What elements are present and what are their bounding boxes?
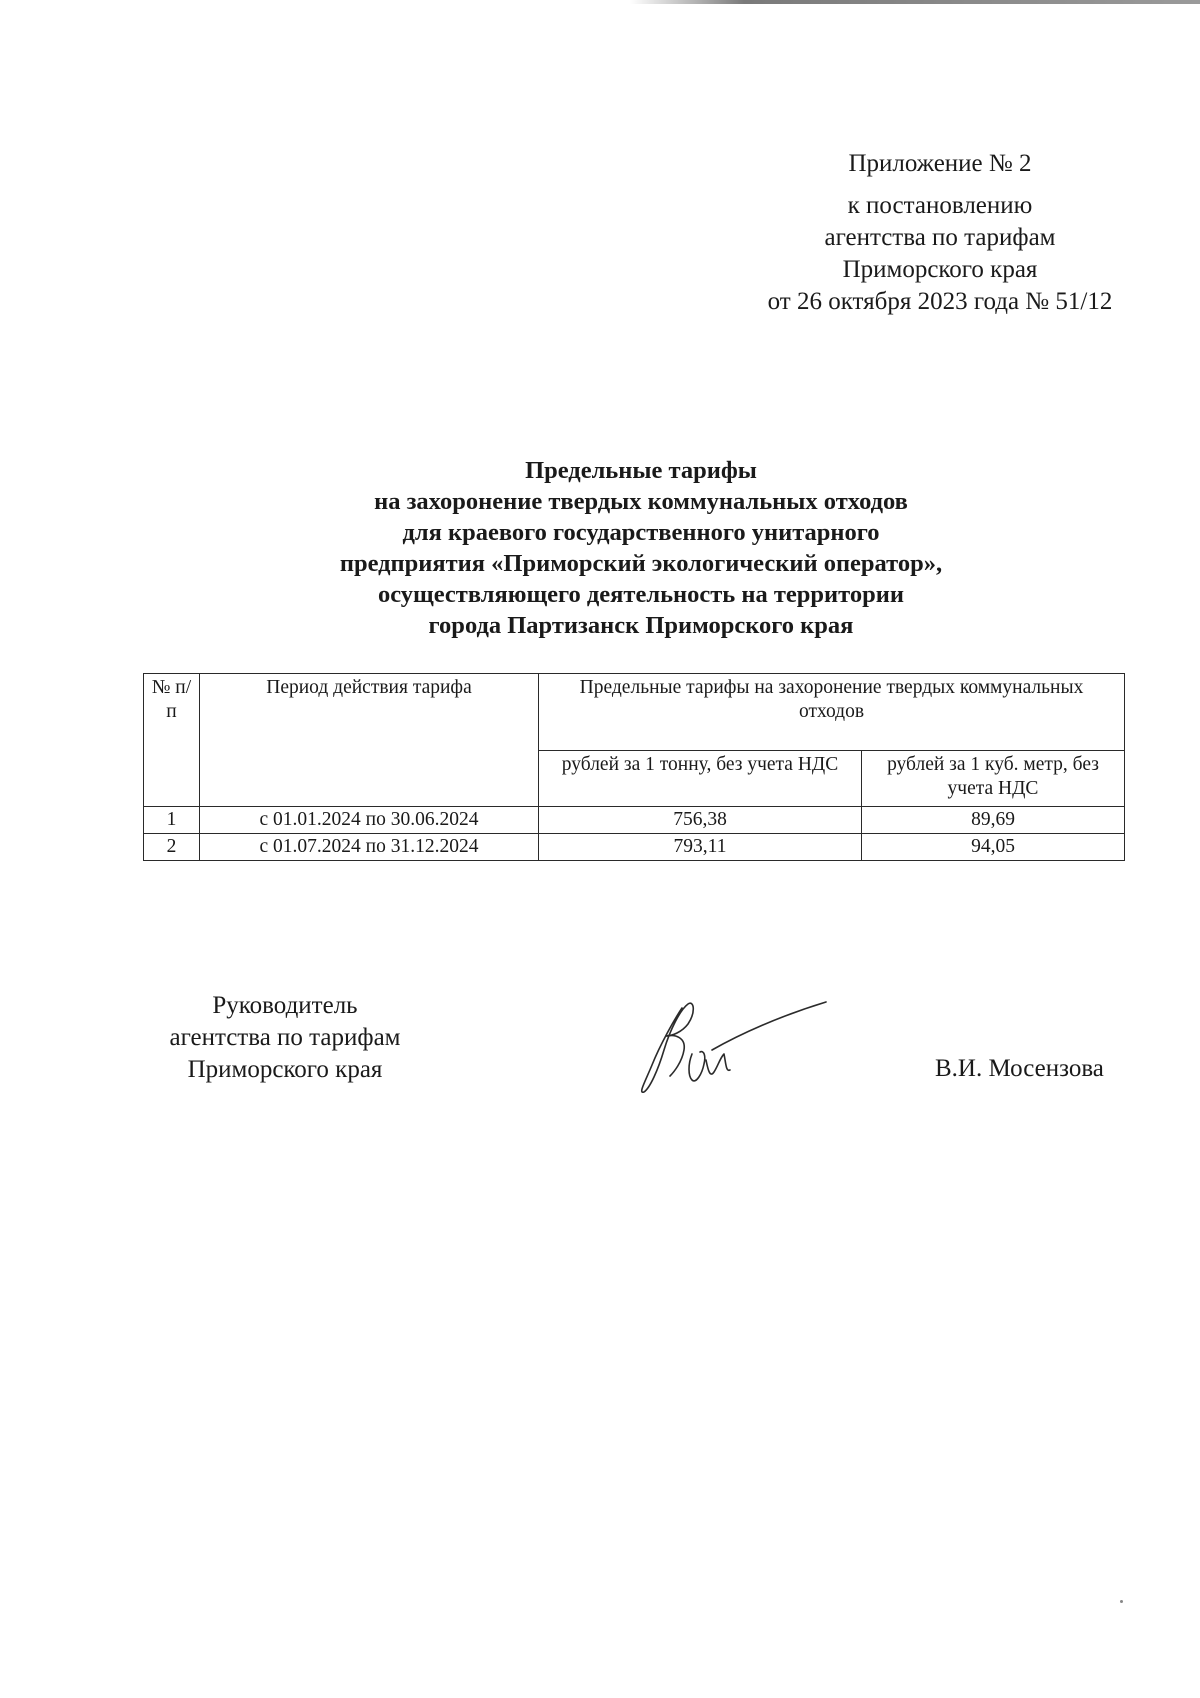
title-line: на захоронение твердых коммунальных отходов <box>374 488 908 515</box>
table-header-row <box>144 674 1125 751</box>
signer-name: В.И. Мосензова <box>935 1055 1104 1082</box>
appendix-line: от 26 октября 2023 года № 51/12 <box>767 288 1113 315</box>
appendix-line: агентства по тарифам <box>824 224 1056 251</box>
handwritten-signature <box>630 990 840 1100</box>
row-per-m3: 94,05 <box>862 834 1125 861</box>
title-line: города Партизанск Приморского края <box>428 612 854 639</box>
table-row <box>144 807 1125 834</box>
title-line: для краевого государственного унитарного <box>402 519 880 546</box>
title-line: предприятия «Приморский экологический оператор», <box>339 550 943 577</box>
row-per-ton: 793,11 <box>539 834 862 861</box>
scan-speck <box>1120 1600 1123 1603</box>
appendix-reference <box>745 190 1135 318</box>
row-per-m3: 89,69 <box>862 807 1125 834</box>
document-title <box>160 455 1122 641</box>
header-period: Период действия тарифа <box>200 674 539 807</box>
signer-role-line: агентства по тарифам <box>169 1024 401 1051</box>
scan-edge-shadow <box>630 0 1200 4</box>
row-period: с 01.07.2024 по 31.12.2024 <box>200 834 539 861</box>
row-period: с 01.01.2024 по 30.06.2024 <box>200 807 539 834</box>
header-tariff-group: Предельные тарифы на захоронение твердых коммунальных отходов <box>539 674 1125 751</box>
title-line: Предельные тарифы <box>525 457 757 484</box>
appendix-title: Приложение № 2 <box>848 150 1032 177</box>
signer-role-line: Приморского края <box>187 1056 383 1083</box>
appendix-line: Приморского края <box>842 256 1038 283</box>
row-number: 2 <box>144 834 200 861</box>
row-per-ton: 756,38 <box>539 807 862 834</box>
header-per-m3: рублей за 1 куб. метр, без учета НДС <box>862 751 1125 807</box>
header-per-ton: рублей за 1 тонну, без учета НДС <box>539 751 862 807</box>
signer-role-line: Руководитель <box>212 992 358 1019</box>
tariff-table <box>143 673 1125 861</box>
table-row <box>144 834 1125 861</box>
appendix-line: к постановлению <box>847 192 1033 219</box>
header-number: № п/п <box>144 674 200 807</box>
signer-role <box>150 990 420 1086</box>
title-line: осуществляющего деятельность на территории <box>378 581 904 608</box>
row-number: 1 <box>144 807 200 834</box>
